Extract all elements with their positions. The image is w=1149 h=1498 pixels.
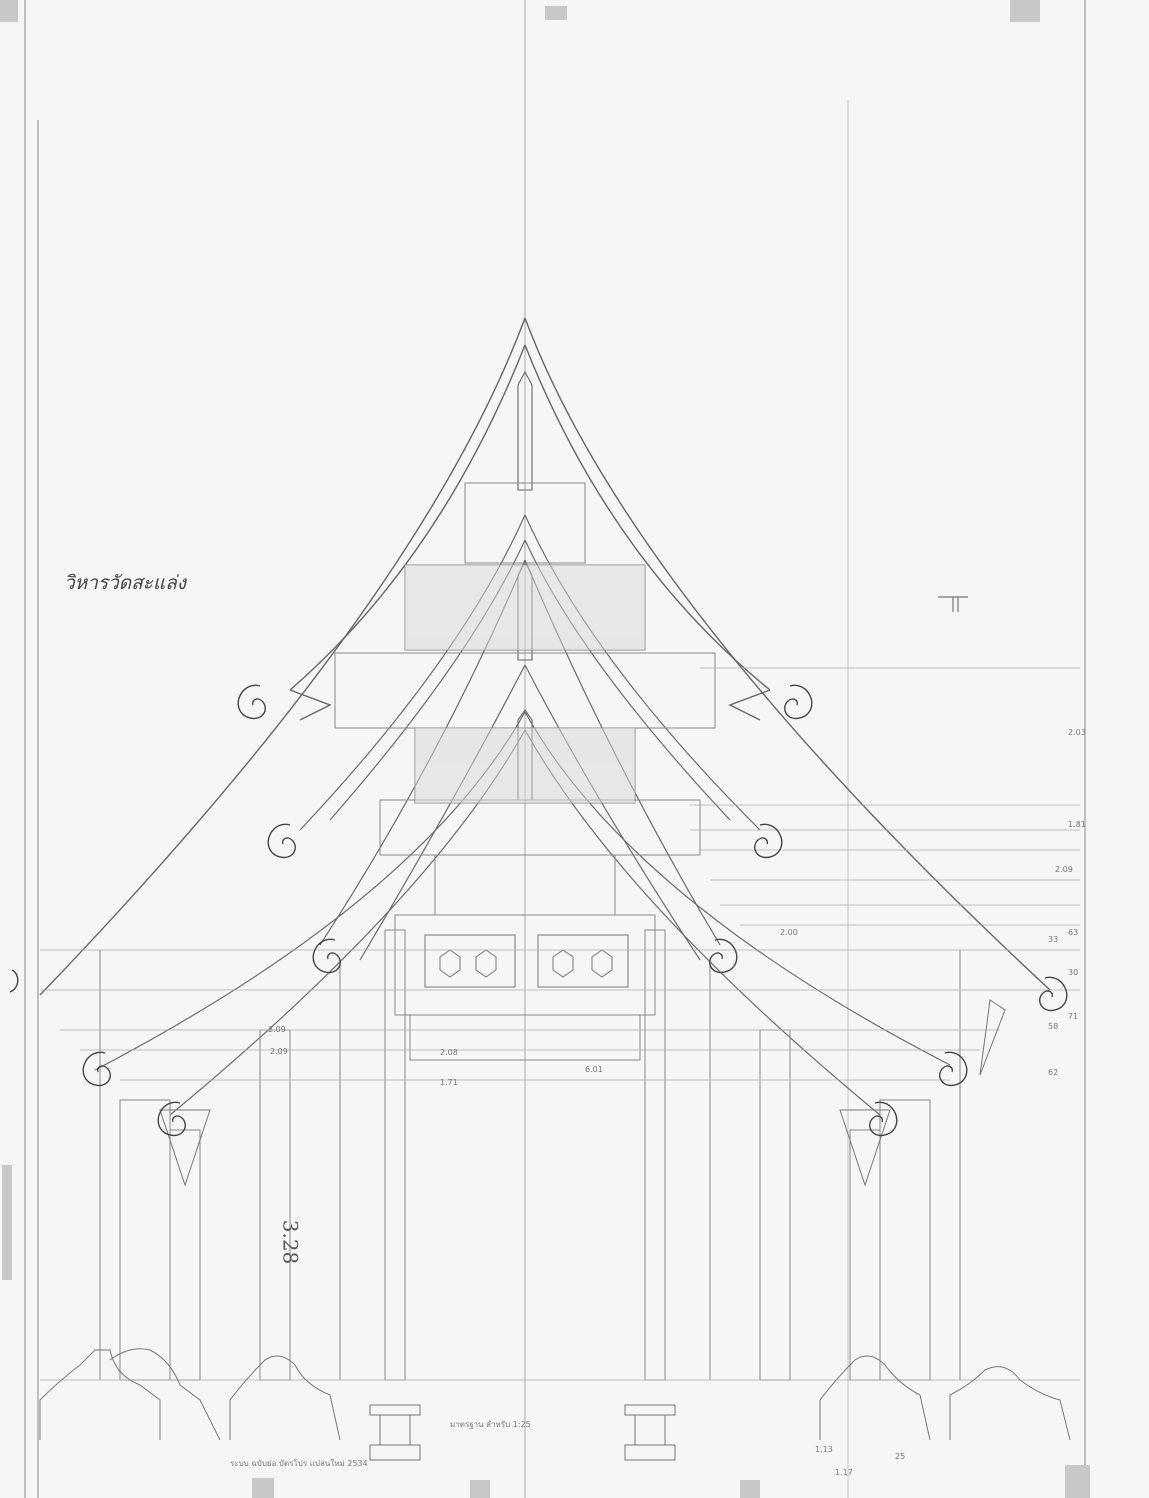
drawing-title: วิหารวัดสะแล่ง [64,572,187,594]
dim-label: 2.09 [1055,865,1073,874]
dim-label: 71 [1068,1012,1079,1021]
inner-label: 6.01 [585,1065,603,1074]
dim-label: 2.03 [1068,728,1086,737]
dim-label: 33 [1048,935,1059,944]
bottom-right-note: 25 [895,1452,906,1461]
inner-label: 2.09 [270,1047,288,1056]
bottom-right-note: 1.17 [835,1468,853,1477]
dim-label: 1.81 [1068,820,1086,829]
bottom-center-note: มาตรฐาน สำหรับ 1:25 [450,1420,531,1429]
inner-label: 2.08 [440,1048,458,1057]
plinths [40,1349,1070,1460]
dim-label: 63 [1068,928,1079,937]
inner-label: 2.00 [780,928,798,937]
dim-label: 62 [1048,1068,1059,1077]
columns [100,930,960,1380]
bottom-right-note: 1.13 [815,1445,833,1454]
inner-label: 2.09 [268,1025,286,1034]
inner-label: 1.71 [440,1078,458,1087]
octagon-windows [425,935,628,987]
handwritten-number: 3.28 [278,1219,303,1265]
brackets [160,1000,1005,1185]
dim-label: 58 [1048,1022,1059,1031]
roof-tier-main [40,318,1050,995]
dim-label: 30 [1068,968,1079,977]
footer-note: ระบบ ฉบับย่อ บัตรโปร แปลนใหม่ 2534 [230,1459,368,1468]
